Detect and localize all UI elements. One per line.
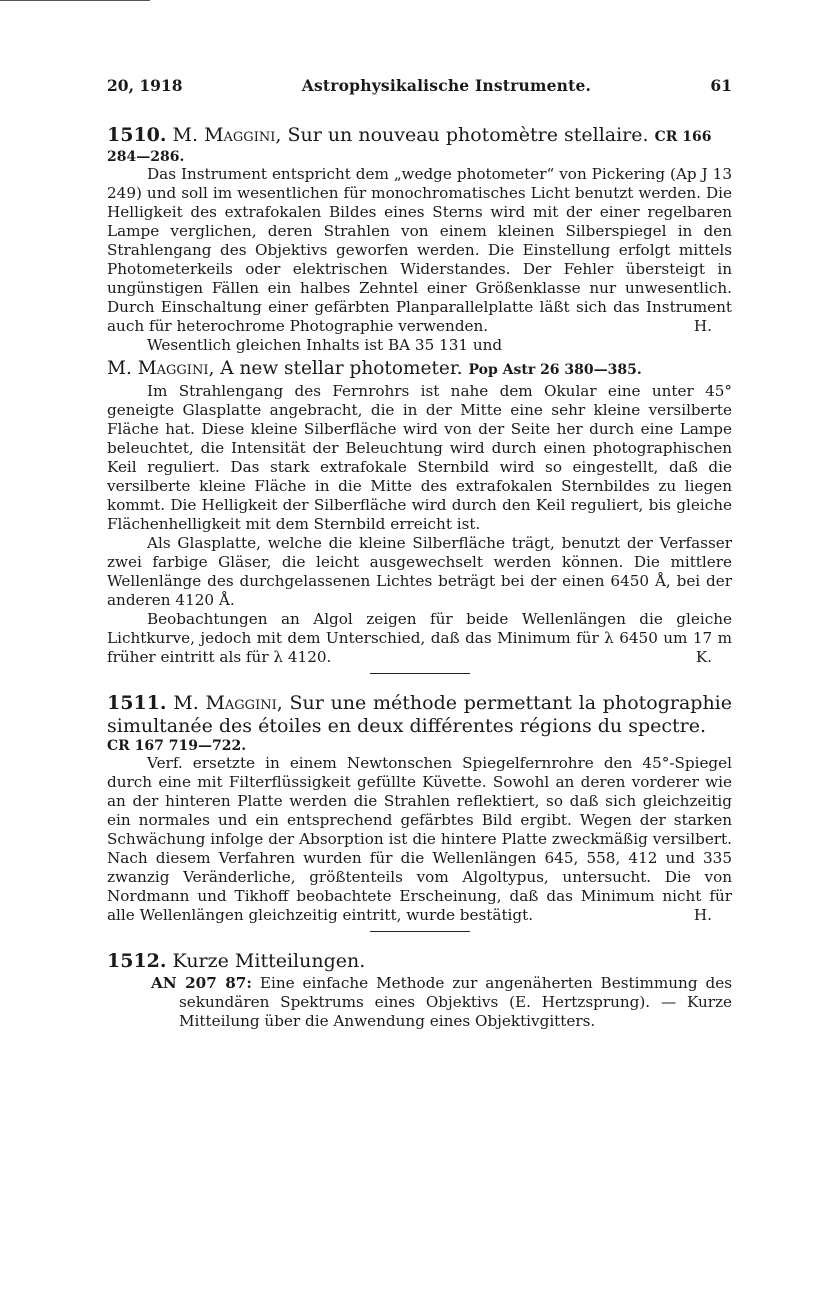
- entry-heading: [107, 692, 732, 738]
- reviewer-signature: K.: [695, 648, 712, 666]
- abstract-paragraph: Wesentlich gleichen Inhalts ist BA 35 131 und: [147, 336, 503, 354]
- entry-number: 1511.: [107, 692, 167, 714]
- entry-author: M. Maggini,: [173, 692, 283, 714]
- header-page-number: 61: [710, 76, 732, 95]
- separator-rule: [370, 931, 470, 932]
- related-reference: Pop Astr 26 380—385.: [468, 362, 642, 378]
- entry-heading: [107, 950, 732, 972]
- header-volume: 20, 1918: [107, 76, 183, 95]
- entry-1512: [107, 950, 732, 1031]
- notice-reference: AN 207 87:: [151, 974, 252, 992]
- short-notice: [151, 974, 732, 1031]
- top-rule: [0, 0, 150, 1]
- related-heading: [107, 357, 732, 382]
- abstract-paragraph: Im Strahlengang des Fernrohrs ist nahe dem Okular eine unter 45° geneigte Glasplatte angebracht, die in der Mitte eine sehr kleine versilberte Fläche hat. Diese kleine Silberfläche wird von der Seite her durch eine Lampe beleuchtet, die Intensität der Beleuchtung wird durch einen photographischen Keil reguliert. Das stark extrafokale Sternbild wird so eingestellt, daß die versilberte kleine Fläche in die Mitte des extrafokalen Sternbildes zu liegen kommt. Die Helligkeit der Silberfläche wird durch den Keil reguliert, bis gleiche Flächenhelligkeit mit dem Sternbild erreicht ist.: [107, 382, 732, 533]
- abstract-paragraph: Das Instrument entspricht dem „wedge photometer“ von Pickering (Ap J 13 249) und soll im wesentlichen für monochromatisches Licht benutzt werden. Die Helligkeit des extrafokalen Bildes eines Sterns wird mit der einer regelbaren Lampe verglichen, deren Strahlen von einem kleinen Silberspiegel in den Strahlengang des Objektivs geworfen werden. Die Einstellung erfolgt mittels Photometerkeils oder elektrischen Widerstandes. Der Fehler übersteigt in ungünstigen Fällen ein halbes Zehntel einer Größenklasse nur unwesentlich. Durch Einschaltung einer gefärbten Planparallelplatte läßt sich das Instrument auch für heterochrome Photographie verwenden.: [107, 165, 732, 335]
- notice-text: Eine einfache Methode zur angenäherten Bestimmung des sekundären Spektrums eines Objektivs (E. Hertzsprung). — Kurze Mitteilung über die Anwendung eines Objektivgitters.: [179, 974, 732, 1030]
- running-header: [107, 76, 732, 98]
- header-section: Astrophysikalische Instrumente.: [301, 76, 592, 95]
- separator-rule: [370, 673, 470, 674]
- related-title: A new stellar photometer.: [220, 358, 463, 379]
- entry-title: Sur une méthode permettant la photographie simultanée des étoiles en deux différentes régions du spectre.: [107, 692, 732, 737]
- entry-title: Sur un nouveau photomètre stellaire.: [287, 124, 649, 146]
- abstract-paragraph: Verf. ersetzte in einem Newtonschen Spiegelfernrohre den 45°-Spiegel durch eine mit Filterflüssigkeit gefüllte Küvette. Sowohl an deren vorderer wie an der hinteren Platte werden die Strahlen reflektiert, so daß sich gleichzeitig ein normales und ein entsprechend gefärbtes Bild ergibt. Wegen der starken Schwächung infolge der Absorption ist die hintere Platte zweckmäßig versilbert. Nach diesem Verfahren wurden für die Wellenlängen 645, 558, 412 und 335 zwanzig Veränderliche, größtenteils vom Algoltypus, untersucht. Die von Nordmann und Tikhoff beobachtete Erscheinung, daß das Minimum nicht für alle Wellenlängen gleichzeitig eintritt, wurde bestätigt.: [107, 754, 732, 924]
- entry-number: 1512.: [107, 950, 167, 972]
- page-content: [107, 76, 732, 1031]
- entry-number: 1510.: [107, 124, 167, 146]
- abstract-paragraph: Beobachtungen an Algol zeigen für beide Wellenlängen die gleiche Lichtkurve, jedoch mit dem Unterschied, daß das Minimum für λ 6450 um 17 m früher eintritt als für λ 4120.: [107, 610, 732, 666]
- entry-author: M. Maggini,: [172, 124, 282, 146]
- entry-reference: CR 166: [654, 129, 712, 145]
- related-author: M. Maggini,: [107, 358, 215, 379]
- entry-pages: 284—286.: [107, 149, 185, 165]
- reviewer-signature: H.: [693, 317, 712, 335]
- entry-title: Kurze Mitteilungen.: [172, 950, 366, 972]
- entry-heading: [107, 124, 732, 149]
- entry-1511: [107, 692, 732, 932]
- reviewer-signature: H.: [693, 906, 712, 924]
- entry-1510: [107, 124, 732, 674]
- entry-reference: CR 167 719—722.: [107, 738, 247, 754]
- abstract-paragraph: Als Glasplatte, welche die kleine Silberfläche trägt, benutzt der Verfasser zwei farbige Gläser, die leicht ausgewechselt werden können. Die mittlere Wellenlänge des durchgelassenen Lichtes beträgt bei der einen 6450 Å, bei der anderen 4120 Å.: [107, 534, 732, 609]
